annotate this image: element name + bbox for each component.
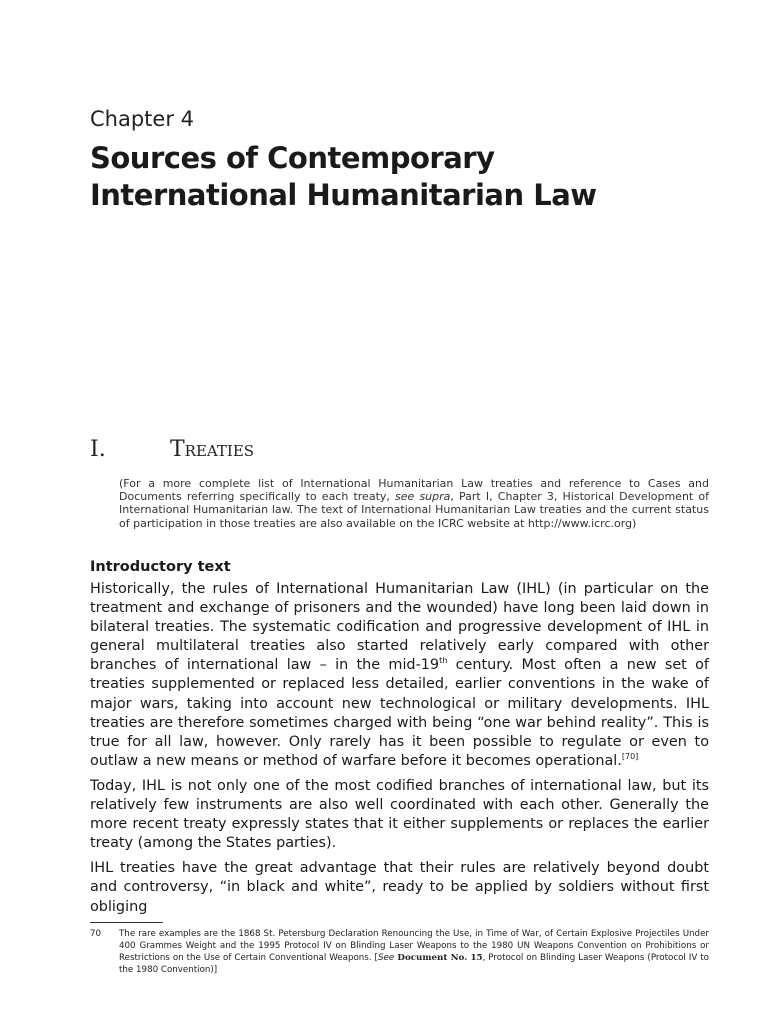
chapter-title [90,140,730,214]
note-text-part-2: , Part I, Chapter 3, Historical Development of International Humanitarian law. The text of International Humanitarian Law treaties and the current status of participation in those treaties are also available on the ICRC website at http://www.icrc.org) [119,490,709,530]
paragraph-2: Today, IHL is not only one of the most codified branches of international law, but its relatively few instruments are also well coordinated with each other. Generally the more recent treaty expressly states that it either supplements or replaces the earlier treaty (among the States parties). [90,777,709,852]
paragraph-1-text-a: Historically, the rules of International Humanitarian Law (IHL) (in particular on the treatment and exchange of prisoners and the wounded) have long been laid down in bilateral treaties. The systematic codification and progressive development of IHL in general multilateral treaties also started relatively early compared with other branches of international law – in the mid-19 [90,581,709,674]
chapter-title-line-1: Sources of Contemporary [90,141,495,175]
chapter-label: Chapter 4 [90,107,194,131]
footnote-70 [90,928,709,976]
editorial-note [119,477,709,530]
footnote-reference[interactable]: [70] [621,752,639,762]
footnote-document-reference[interactable]: Document No. 15 [394,953,483,963]
footnote-text-b: , Protocol on Blinding Laser Weapons (Protocol IV to the 1980 Convention)] [119,953,709,975]
footnote-text-a: The rare examples are the 1868 St. Petersburg Declaration Renouncing the Use, in Time of War, of Certain Explosive Projectiles Under 400 Grammes Weight and the 1995 Protocol IV on Blinding Laser Weapons to the 1980 UN Weapons Convention on Prohibitions or Restrictions on the Use of Certain Conventional Weapons. [ [119,929,709,963]
note-text-part-1: (For a more complete list of International Humanitarian Law treaties and reference to Cases and Documents referring specifically to each treaty, [119,477,709,504]
footnote-divider [90,922,163,923]
footnote-text [119,928,709,976]
paragraph-1 [90,580,709,771]
footnote-number: 70 [90,929,102,939]
section-title: Treaties [170,437,255,462]
introductory-text-heading: Introductory text [90,559,231,575]
paragraph-3: IHL treaties have the great advantage that their rules are relatively beyond doubt and controversy, “in black and white”, ready to be applied by soldiers without first obliging [90,860,709,915]
footnote-see: See [377,953,395,963]
body-text [90,580,709,923]
paragraph-1-text-b: century. Most often a new set of treaties supplemented or replaced less detailed, earlier conventions in the wake of major wars, taking into account new technological or military developments. IHL treaties are therefore sometimes charged with being “one war behind reality”. This is true for all law, however. Only rarely has it been possible to regulate or even to outlaw a new means or method of warfare before it becomes operational. [90,657,709,769]
note-see-supra: see supra [395,490,451,504]
chapter-title-line-2: International Humanitarian Law [90,178,597,212]
section-number: I. [90,437,106,462]
superscript-th: th [439,656,448,666]
